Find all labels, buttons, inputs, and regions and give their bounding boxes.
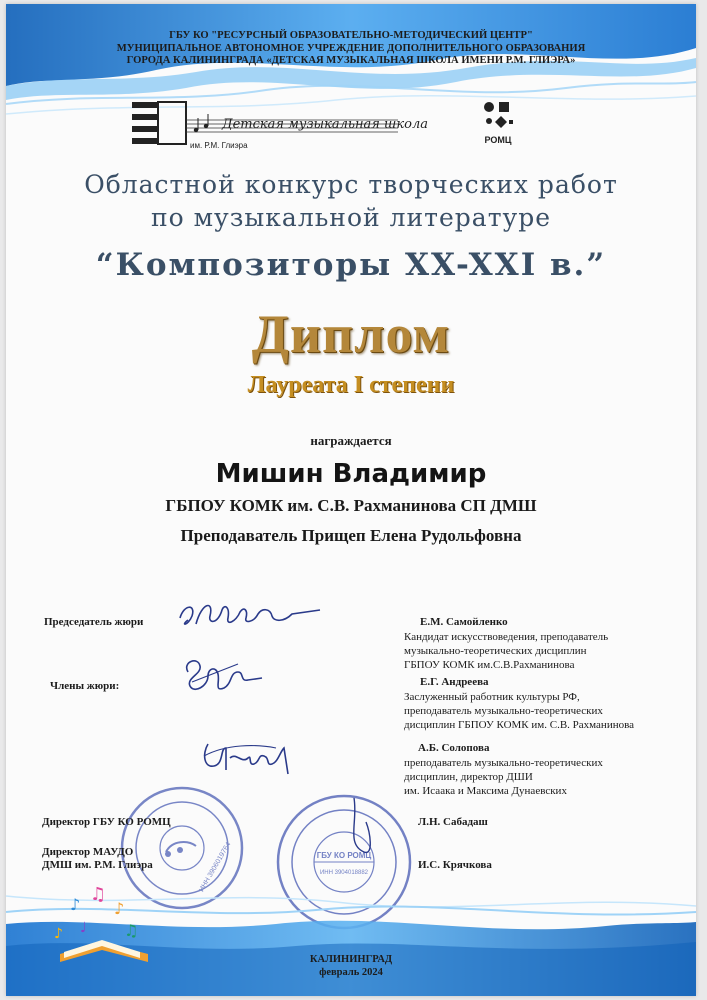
svg-text:♪: ♪ bbox=[54, 926, 63, 942]
jury-member2-name: А.Б. Солопова bbox=[418, 742, 490, 754]
jury-chair-desc-line: музыкально-теоретических дисциплин bbox=[404, 645, 587, 657]
left-stamp-inn: ИНН 3906019764 bbox=[198, 841, 233, 894]
jury-chair-description bbox=[404, 630, 608, 672]
awarded-label: награждается bbox=[310, 433, 392, 448]
header-line-3: ГОРОДА КАЛИНИНГРАДА «ДЕТСКАЯ МУЗЫКАЛЬНАЯ ШКОЛА ИМЕНИ Р.М. ГЛИЭРА» bbox=[126, 55, 576, 66]
director-school-name: И.С. Крячкова bbox=[418, 859, 492, 871]
svg-text:♫: ♫ bbox=[90, 884, 107, 905]
recipient-organization: ГБПОУ КОМК им. С.В. Рахманинова СП ДМШ bbox=[165, 496, 537, 515]
director-school-label-2: ДМШ им. Р.М. Глиэра bbox=[42, 859, 153, 871]
jury-member1-description bbox=[404, 690, 634, 732]
contest-title-line-2: по музыкальной литературе bbox=[150, 203, 552, 232]
svg-text:♪: ♪ bbox=[70, 895, 81, 914]
recipient-teacher: Преподаватель Прищеп Елена Рудольфовна bbox=[180, 526, 522, 545]
jury-member2-desc-line: преподаватель музыкально-теоретических bbox=[404, 757, 603, 769]
header-block bbox=[6, 30, 696, 68]
member2-signature bbox=[196, 734, 296, 780]
svg-text:♪: ♪ bbox=[114, 899, 125, 918]
contest-title-line-1: Областной конкурс творческих работ bbox=[84, 170, 618, 199]
jury-chair-desc-line: Кандидат искусствоведения, преподаватель bbox=[404, 631, 609, 643]
jury-members-label: Члены жюри: bbox=[50, 680, 120, 692]
header-line-2: МУНИЦИПАЛЬНОЕ АВТОНОМНОЕ УЧРЕЖДЕНИЕ ДОПОЛНИТЕЛЬНОГО ОБРАЗОВАНИЯ bbox=[116, 42, 586, 54]
director-romc-name: Л.Н. Сабадаш bbox=[418, 816, 488, 828]
jury-member1-desc-line: Заслуженный работник культуры РФ, bbox=[404, 691, 580, 703]
jury-member1-desc-line: преподаватель музыкально-теоретических bbox=[404, 705, 603, 717]
romc-label: РОМЦ bbox=[484, 135, 512, 145]
footer-date: февраль 2024 bbox=[319, 967, 383, 978]
romc-emblem-icon bbox=[481, 100, 515, 130]
jury-member2-desc-line: дисциплин, директор ДШИ bbox=[404, 771, 533, 783]
diploma-title: Диплом bbox=[251, 304, 451, 364]
member1-signature bbox=[178, 652, 268, 698]
chair-signature bbox=[174, 596, 324, 640]
contest-title-line-3: “Композиторы XX-XXI в.” bbox=[95, 247, 607, 283]
right-stamp-inn: ИНН 3904018882 bbox=[319, 870, 369, 876]
jury-member2-description bbox=[404, 756, 603, 798]
jury-member1-name: Е.Г. Андреева bbox=[420, 676, 489, 688]
jury-chair-label: Председатель жюри bbox=[44, 616, 144, 628]
svg-text:♩: ♩ bbox=[80, 920, 87, 936]
director-romc-label: Директор ГБУ КО РОМЦ bbox=[42, 816, 171, 828]
jury-member1-desc-line: дисциплин ГБПОУ КОМК им. С.В. Рахманинова bbox=[404, 719, 635, 731]
school-logo-script: Детская музыкальная школа bbox=[222, 117, 428, 132]
romc-logo bbox=[474, 100, 522, 146]
jury-chair-name: Е.М. Самойленко bbox=[420, 616, 508, 628]
diploma-degree: Лауреата I степени bbox=[247, 372, 455, 398]
footer-city: КАЛИНИНГРАД bbox=[309, 954, 393, 965]
recipient-name: Мишин Владимир bbox=[215, 459, 487, 489]
svg-text:♫: ♫ bbox=[124, 921, 139, 940]
music-school-logo bbox=[130, 98, 428, 154]
right-stamp-center-text: ГБУ КО РОМЦ bbox=[316, 851, 372, 860]
jury-member2-desc-line: им. Исаака и Максима Дунаевских bbox=[404, 785, 567, 797]
header-line-1: ГБУ КО "РЕСУРСНЫЙ ОБРАЗОВАТЕЛЬНО-МЕТОДИЧЕСКИЙ ЦЕНТР" bbox=[169, 30, 533, 41]
school-logo-name: им. Р.М. Глиэра bbox=[190, 141, 248, 150]
jury-chair-desc-line: ГБПОУ КОМК им.С.В.Рахманинова bbox=[404, 659, 575, 671]
director-school-label-1: Директор МАУДО bbox=[42, 846, 134, 858]
diploma-sheet bbox=[6, 4, 696, 996]
